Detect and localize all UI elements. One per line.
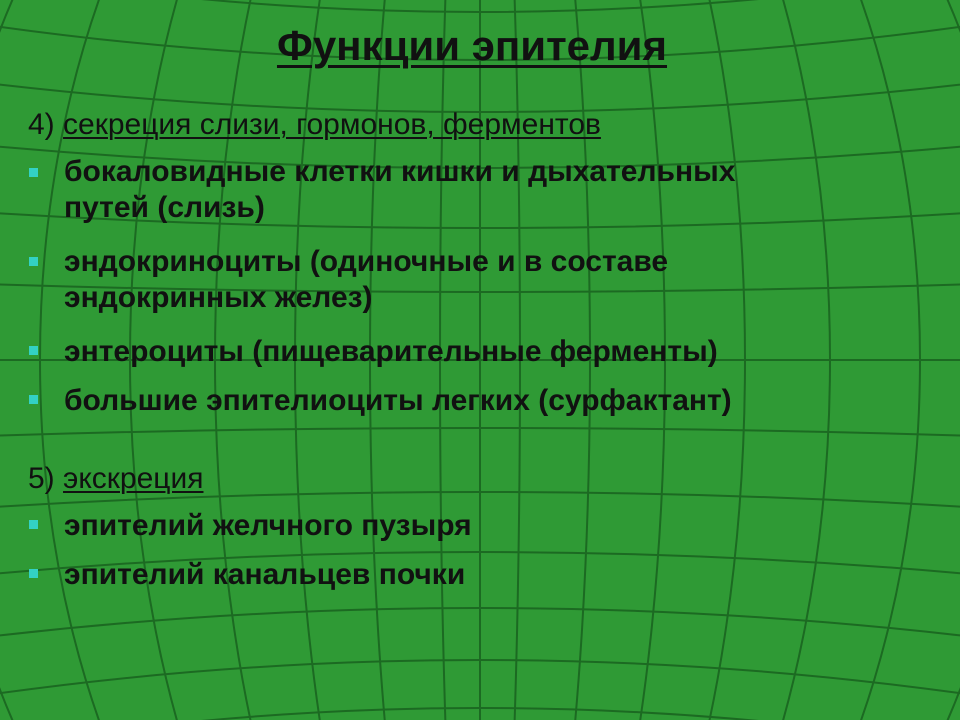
section-heading-excretion (28, 462, 203, 496)
list-item-line: эпителий канальцев почки (64, 558, 466, 591)
section-number: 4) (28, 108, 55, 141)
square-bullet-icon (29, 569, 38, 578)
list-item-line: эпителий желчного пузыря (64, 509, 472, 542)
square-bullet-icon (29, 520, 38, 529)
list-item-line: бокаловидные клетки кишки и дыхательных (64, 155, 736, 188)
list-item-line: энтероциты (пищеварительные ферменты) (64, 335, 718, 368)
list-item-line: путей (слизь) (64, 191, 265, 224)
square-bullet-icon (29, 346, 38, 355)
section-heading-text: секреция слизи, гормонов, ферментов (63, 108, 601, 141)
list-item-line: большие эпителиоциты легких (сурфактант) (64, 384, 732, 417)
list-item (64, 334, 924, 370)
list-item (64, 244, 924, 316)
list-item (64, 508, 924, 544)
slide-title: Функции эпителия (276, 22, 668, 69)
list-item (64, 383, 924, 419)
section-heading-secretion (28, 108, 601, 142)
list-item-line: эндокриноциты (одиночные и в составе (64, 245, 669, 278)
list-item-line: эндокринных желез) (64, 281, 373, 314)
square-bullet-icon (29, 395, 38, 404)
list-item (64, 557, 924, 593)
list-item (64, 154, 924, 226)
section-number: 5) (28, 462, 55, 495)
section-heading-text: экскреция (63, 462, 204, 495)
square-bullet-icon (29, 168, 38, 177)
square-bullet-icon (29, 257, 38, 266)
